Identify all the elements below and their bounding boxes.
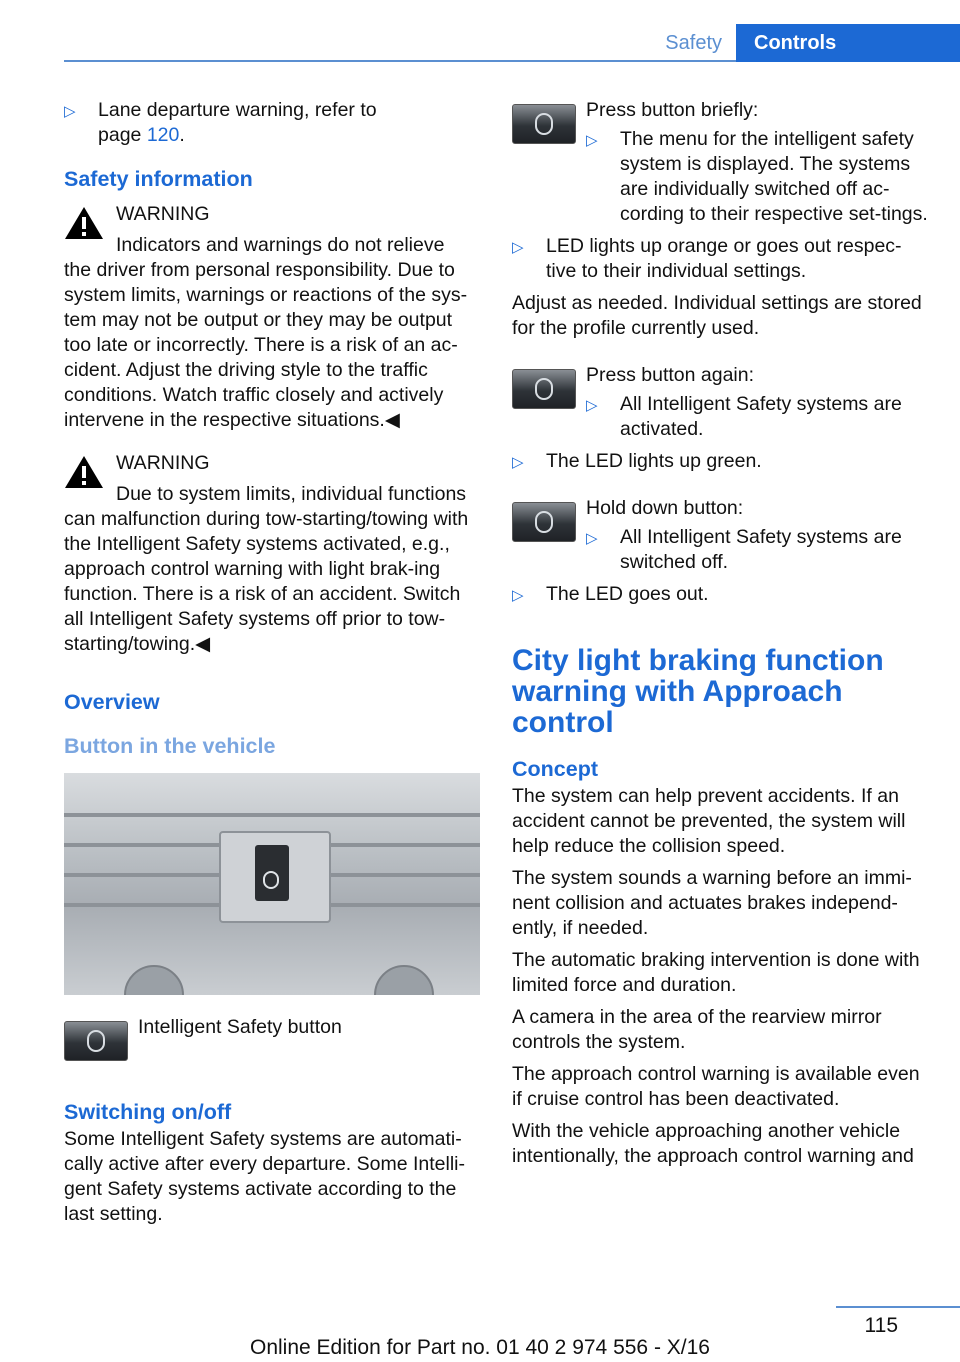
button-caption: Intelligent Safety button <box>138 1016 342 1038</box>
footer-rule <box>836 1306 960 1308</box>
online-edition-note: Online Edition for Part no. 01 40 2 974 556 - X/16 <box>250 1336 710 1359</box>
bullet-triangle-icon: ▷ <box>512 587 524 604</box>
intelligent-safety-button-icon <box>512 104 576 144</box>
paragraph: The system sounds a warning before an immi-nent collision and actuates brakes independ-ently, if needed. <box>512 867 912 939</box>
button-caption-row <box>64 1015 482 1079</box>
list-item: ▷ The LED goes out. <box>512 582 928 607</box>
bullet-triangle-icon: ▷ <box>512 454 524 471</box>
intelligent-safety-button-icon <box>512 369 576 409</box>
warning-text: the driver from personal responsibility. Due to system limits, warnings or reactions of the sys-tem may not be output or they may be output too late or incorrectly. There is a risk of an ac-cident. Adjust the driving style to the traffic conditions. Watch traffic closely and actively intervene in the respective situations.◀ <box>64 259 468 431</box>
warning-text: can malfunction during tow-starting/towing with the Intelligent Safety systems activated, e.g., approach control warning with light brak-ing function. There is a risk of an accident. Switch all Intelligent Safety systems off prior to tow-starting/towing.◀ <box>64 508 469 655</box>
bullet-triangle-icon: ▷ <box>512 239 524 256</box>
left-column <box>64 98 482 1234</box>
bullet-triangle-icon: ▷ <box>586 530 598 547</box>
page-link[interactable]: 120 <box>146 124 180 146</box>
intelligent-safety-button-icon <box>512 502 576 542</box>
switching-text: Some Intelligent Safety systems are automati-cally active after every departure. Some Intelli-gent Safety systems activate according to the last setting. <box>64 1128 466 1225</box>
warning-caption: WARNING <box>116 452 210 474</box>
bullet-triangle-icon: ▷ <box>64 103 76 120</box>
list-item: ▷ The LED lights up green. <box>512 449 928 474</box>
switching-heading: Switching on/off <box>64 1100 232 1124</box>
warning-block <box>64 451 482 657</box>
warning-lead: Indicators and warnings do not relieve <box>116 234 445 256</box>
header-chapter-controls[interactable]: Controls <box>736 24 960 62</box>
list-item: ▷ The menu for the intelligent safety system is displayed. The systems are individually switched off ac-cording to their respective set-tings. <box>586 128 928 225</box>
hold-down-row: Hold down button: ▷ All Intelligent Safety systems are switched off. <box>512 496 928 575</box>
concept-heading: Concept <box>512 757 598 781</box>
list-item: ▷ All Intelligent Safety systems are activated. <box>586 393 902 440</box>
warning-triangle-icon <box>64 206 104 240</box>
paragraph: The system can help prevent accidents. If an accident cannot be prevented, the system will help reduce the collision speed. <box>512 785 906 857</box>
paragraph: With the vehicle approaching another vehicle intentionally, the approach control warning and <box>512 1120 914 1167</box>
bullet-triangle-icon: ▷ <box>586 132 598 149</box>
list-item: ▷ Lane departure warning, refer to page 120. <box>64 99 377 146</box>
adjust-text: Adjust as needed. Individual settings are stored for the profile currently used. <box>512 292 922 339</box>
page-number: 115 <box>864 1314 898 1337</box>
warning-triangle-icon <box>64 455 104 489</box>
right-column <box>512 98 928 1176</box>
bullet-triangle-icon: ▷ <box>586 397 598 414</box>
overview-heading: Overview <box>64 690 160 714</box>
paragraph: The automatic braking intervention is done with limited force and duration. <box>512 949 920 996</box>
warning-block <box>64 202 482 433</box>
warning-caption: WARNING <box>116 203 210 225</box>
press-briefly-row: Press button briefly: ▷ The menu for the intelligent safety system is displayed. The systems are individually switched off ac-cording to their respective set-tings. <box>512 98 928 227</box>
button-in-vehicle-heading: Button in the vehicle <box>64 734 276 758</box>
intelligent-safety-button-photo <box>255 845 289 901</box>
city-braking-heading: City light braking function warning with Approach control <box>512 644 884 739</box>
list-item: ▷ LED lights up orange or goes out respec-tive to their individual settings. <box>512 235 902 282</box>
header-section-safety[interactable]: Safety <box>665 32 722 54</box>
warning-lead: Due to system limits, individual functions <box>116 483 467 505</box>
paragraph: A camera in the area of the rearview mirror controls the system. <box>512 1006 882 1053</box>
paragraph: The approach control warning is available even if cruise control has been deactivated. <box>512 1063 920 1110</box>
intelligent-safety-button-icon <box>64 1021 128 1061</box>
press-again-row: Press button again: ▷ All Intelligent Safety systems are activated. <box>512 363 928 442</box>
safety-information-heading: Safety information <box>64 167 253 191</box>
list-item: ▷ All Intelligent Safety systems are switched off. <box>586 526 902 573</box>
dashboard-photo <box>64 773 480 995</box>
